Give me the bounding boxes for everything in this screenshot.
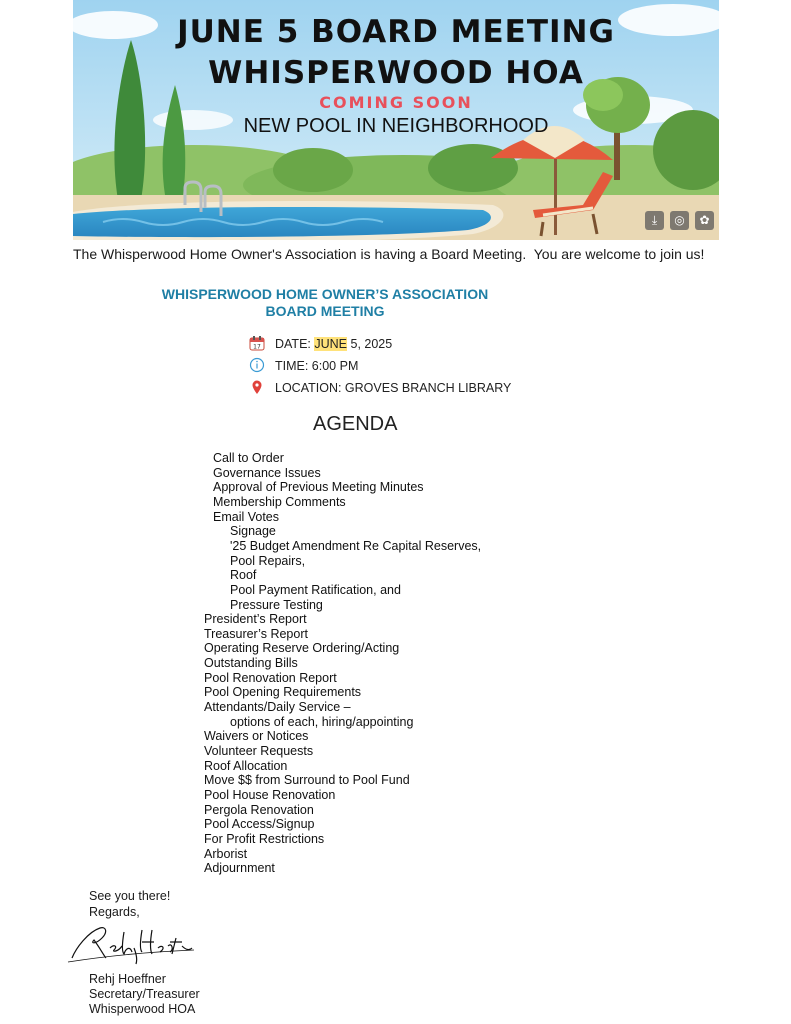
agenda-item: For Profit Restrictions [204, 831, 325, 846]
agenda-subitem: Signage [230, 524, 276, 539]
date-prefix: DATE: [275, 337, 315, 351]
banner-title-line1: JUNE 5 BOARD MEETING [177, 14, 615, 50]
agenda-subitem: Roof [230, 568, 257, 583]
agenda-item: Roof Allocation [204, 758, 288, 773]
agenda-item: Pool Access/Signup [204, 817, 315, 832]
meeting-location [248, 379, 511, 397]
ai-edit-icon[interactable]: ◎ [670, 211, 689, 230]
association-heading: WHISPERWOOD HOME OWNER’S ASSOCIATION [161, 286, 489, 302]
agenda-item: Pool Renovation Report [204, 670, 337, 685]
agenda-subitem: Pressure Testing [230, 597, 323, 612]
agenda-item: Adjournment [204, 861, 275, 876]
agenda-item: Email Votes [213, 509, 280, 524]
handwritten-signature [66, 918, 196, 966]
agenda-title: AGENDA [313, 413, 398, 435]
agenda-subitem: '25 Budget Amendment Re Capital Reserves, [230, 538, 482, 553]
settings-icon[interactable]: ✿ [695, 211, 714, 230]
agenda-item: Governance Issues [213, 465, 321, 480]
time-text: TIME: 6:00 PM [275, 359, 359, 373]
calendar-icon [248, 335, 266, 353]
signer-name: Rehj Hoeffner [89, 972, 166, 986]
banner-subtitle: NEW POOL IN NEIGHBORHOOD [243, 115, 549, 137]
signer-organization: Whisperwood HOA [89, 1002, 196, 1016]
board-meeting-heading: BOARD MEETING [265, 303, 385, 319]
closing-line: See you there! [89, 889, 171, 903]
agenda-subitem: Pool Repairs, [230, 553, 306, 568]
date-highlight: JUNE [314, 337, 348, 351]
meeting-date [248, 335, 392, 353]
regards-line: Regards, [89, 905, 140, 919]
download-icon[interactable]: ⤓ [645, 211, 664, 230]
date-suffix: 5, 2025 [347, 337, 393, 351]
agenda-item: President’s Report [204, 612, 307, 627]
agenda-item: Pool Opening Requirements [204, 685, 362, 700]
location-pin-icon [248, 379, 266, 397]
banner-title-line2: WHISPERWOOD HOA [208, 55, 584, 91]
svg-text:17: 17 [253, 343, 261, 351]
agenda-subitem: Pool Payment Ratification, and [230, 582, 401, 597]
agenda-item: Treasurer’s Report [204, 626, 308, 641]
agenda-item: Move $$ from Surround to Pool Fund [204, 773, 410, 788]
agenda-item: Arborist [204, 846, 248, 861]
meeting-time [248, 357, 358, 375]
event-banner [73, 0, 719, 240]
agenda-item: Approval of Previous Meeting Minutes [213, 480, 424, 495]
agenda-subitem: options of each, hiring/appointing [230, 714, 414, 729]
agenda-item: Call to Order [213, 451, 284, 465]
banner-coming-soon: COMING SOON [319, 93, 473, 112]
agenda-item: Waivers or Notices [204, 729, 309, 744]
agenda-item: Pool House Renovation [204, 787, 336, 802]
agenda-item: Operating Reserve Ordering/Acting [204, 641, 400, 656]
signer-title: Secretary/Treasurer [89, 987, 200, 1001]
agenda-item: Attendants/Daily Service – [204, 700, 351, 715]
agenda-item: Membership Comments [213, 494, 346, 509]
agenda-item: Pergola Renovation [204, 802, 314, 817]
agenda-item: Outstanding Bills [204, 656, 298, 671]
clock-info-icon [248, 357, 266, 375]
agenda-item: Volunteer Requests [204, 744, 314, 758]
location-text: LOCATION: GROVES BRANCH LIBRARY [275, 381, 512, 395]
intro-text: The Whisperwood Home Owner's Association is having a Board Meeting. You are welcome to join us! [73, 246, 705, 262]
